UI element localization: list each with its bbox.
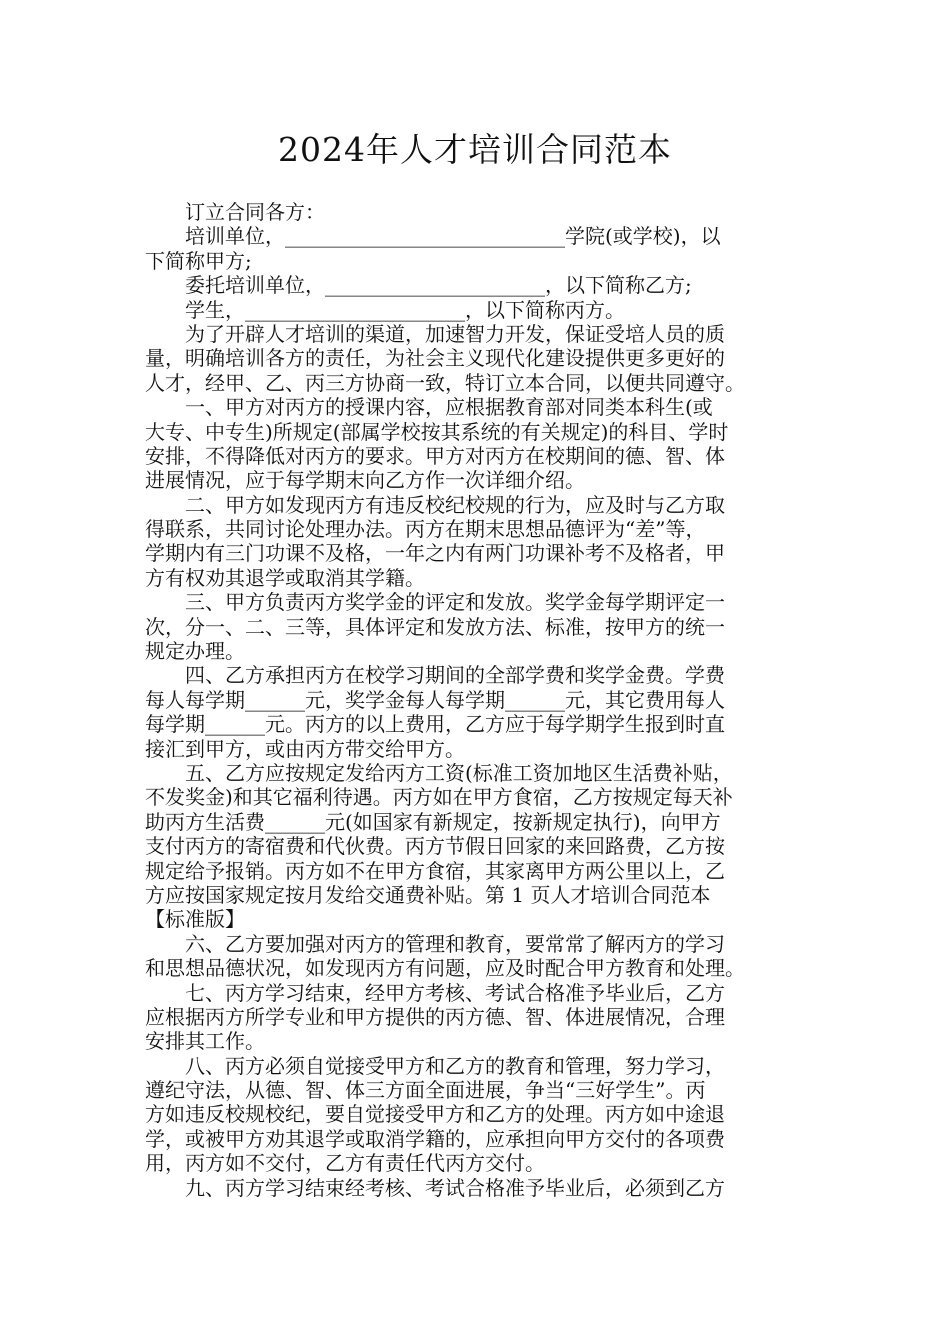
- body-line: 七、丙方学习结束，经甲方考核、考试合格准予毕业后，乙方: [145, 980, 725, 1005]
- body-line: 大专、中专生)所规定(部属学校按其系统的有关规定)的科目、学时: [145, 419, 729, 444]
- body-line: 【标准版】: [145, 907, 245, 932]
- body-line: 学，或被甲方劝其退学或取消学籍的，应承担向甲方交付的各项费: [145, 1126, 725, 1151]
- body-line: 进展情况，应于每学期末向乙方作一次详细介绍。: [145, 468, 585, 493]
- body-line: 每学期______元。丙方的以上费用，乙方应于每学期学生报到时直: [145, 712, 725, 737]
- body-line: 方应按国家规定按月发给交通费补贴。第 1 页人才培训合同范本: [145, 882, 711, 907]
- body-line: 九、丙方学习结束经考核、考试合格准予毕业后，必须到乙方: [145, 1175, 725, 1200]
- body-line: 人才，经甲、乙、丙三方协商一致，特订立本合同，以便共同遵守。: [145, 370, 745, 395]
- body-line: 五、乙方应按规定发给丙方工资(标准工资加地区生活费补贴，: [145, 760, 733, 785]
- body-line: 学期内有三门功课不及格，一年之内有两门功课补考不及格者，甲: [145, 541, 725, 566]
- body-line: 量，明确培训各方的责任，为社会主义现代化建设提供更多更好的: [145, 346, 725, 371]
- body-line: 方有权劝其退学或取消其学籍。: [145, 565, 425, 590]
- body-line: 八、丙方必须自觉接受甲方和乙方的教育和管理，努力学习，: [145, 1053, 725, 1078]
- body-line: 四、乙方承担丙方在校学习期间的全部学费和奖学金费。学费: [145, 663, 725, 688]
- body-line: 为了开辟人才培训的渠道，加速智力开发，保证受培人员的质: [145, 321, 725, 346]
- document-body: [145, 200, 810, 1200]
- body-line: 应根据丙方所学专业和甲方提供的丙方德、智、体进展情况，合理: [145, 1004, 725, 1029]
- body-line: 规定给予报销。丙方如不在甲方食宿，其家离甲方两公里以上，乙: [145, 858, 725, 883]
- body-line: 助丙方生活费______元(如国家有新规定，按新规定执行)，向甲方: [145, 809, 721, 834]
- body-line: 委托培训单位，______________________，以下简称乙方;: [145, 273, 692, 298]
- body-line: 二、甲方如发现丙方有违反校纪校规的行为，应及时与乙方取: [145, 492, 725, 517]
- body-line: 一、甲方对丙方的授课内容，应根据教育部对同类本科生(或: [145, 395, 713, 420]
- body-line: 安排，不得降低对丙方的要求。甲方对丙方在校期间的德、智、体: [145, 443, 725, 468]
- body-line: 遵纪守法，从德、智、体三方面全面进展，争当“三好学生”。丙: [145, 1078, 706, 1103]
- body-line: 学生，______________________，以下简称丙方。: [145, 297, 625, 322]
- body-line: 次，分一、二、三等，具体评定和发放方法、标准，按甲方的统一: [145, 614, 725, 639]
- body-line: 安排其工作。: [145, 1029, 265, 1054]
- body-line: 六、乙方要加强对丙方的管理和教育，要常常了解丙方的学习: [145, 931, 725, 956]
- body-line: 每人每学期______元，奖学金每人每学期______元，其它费用每人: [145, 687, 725, 712]
- body-line: 规定办理。: [145, 639, 245, 664]
- body-line: 和思想品德状况，如发现丙方有问题，应及时配合甲方教育和处理。: [145, 956, 745, 981]
- body-line: 订立合同各方：: [145, 200, 325, 224]
- body-line: 用，丙方如不交付，乙方有责任代丙方交付。: [145, 1151, 545, 1176]
- document-title: 2024年人才培训合同范本: [278, 130, 672, 169]
- body-line: 支付丙方的寄宿费和代伙费。丙方节假日回家的来回路费，乙方按: [145, 834, 725, 859]
- body-line: 三、甲方负责丙方奖学金的评定和发放。奖学金每学期评定一: [145, 590, 725, 615]
- body-line: 方如违反校规校纪，要自觉接受甲方和乙方的处理。丙方如中途退: [145, 1102, 725, 1127]
- body-line: 接汇到甲方，或由丙方带交给甲方。: [145, 736, 465, 761]
- body-line: 培训单位，____________________________学院(或学校)，以: [145, 224, 721, 249]
- body-line: 不发奖金)和其它福利待遇。丙方如在甲方食宿，乙方按规定每天补: [145, 785, 733, 810]
- body-line: 得联系，共同讨论处理办法。丙方在期末思想品德评为“差”等，: [145, 517, 706, 542]
- body-line: 下简称甲方;: [145, 248, 252, 273]
